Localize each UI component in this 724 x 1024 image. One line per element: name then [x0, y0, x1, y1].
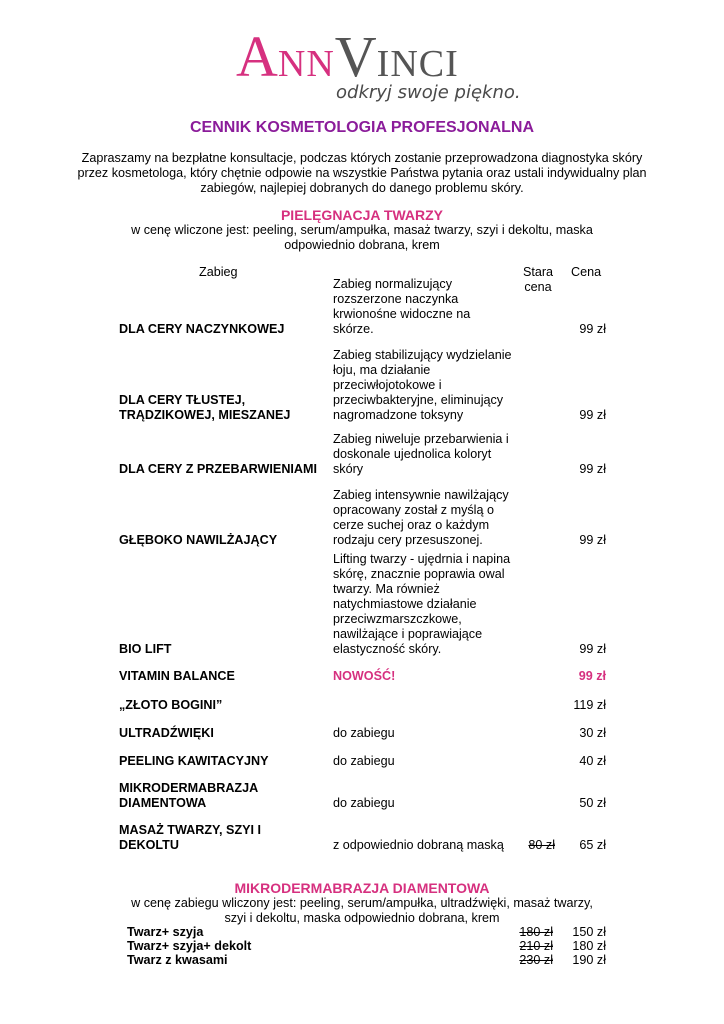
page-title: CENNIK KOSMETOLOGIA PROFESJONALNA — [189, 119, 535, 136]
price: 180 zł — [572, 939, 606, 953]
intro-text: Zapraszamy na bezpłatne konsultacje, podczas których zostanie przeprowadzona diagnostyka skóry przez kosmetologa, który chętnie odpowie na wszystkie Państwa pytania oraz ustali indywidualny plan zabiegów, najlepiej dobranych do danego problemu skóry. — [77, 151, 647, 195]
treatment-name: MASAŻ TWARZY, SZYI I DEKOLTU — [119, 823, 262, 852]
table-row — [0, 726, 724, 741]
section-subtitle-microdermabrasion: w cenę zabiegu wliczony jest: peeling, serum/ampułka, ultradźwięki, masaż twarzy, szyi i dekoltu, maska odpowiednio dobrana, krem — [131, 896, 593, 925]
table-row — [0, 552, 724, 657]
treatment-description: NOWOŚĆ! — [333, 669, 396, 683]
section-title-face-care: PIELĘGNACJA TWARZY — [280, 207, 444, 223]
table-row — [0, 698, 724, 713]
treatment-description: Zabieg intensywnie nawilżający opracowany został z myślą o cerze suchej oraz o każdym rodzaju cery przesuszonej. — [333, 488, 509, 547]
treatment-description: Lifting twarzy - ujędrnia i napina skórę, znacznie poprawia owal twarzy. Ma również natychmiastowe działanie przeciwzmarszczkowe, nawilżające i poprawiające elastyczność skóry. — [333, 552, 511, 656]
treatment-description: Zabieg niweluje przebarwienia i doskonale ujednolica koloryt skóry — [333, 432, 509, 476]
treatment-name: VITAMIN BALANCE — [119, 669, 235, 683]
treatment-name: ULTRADŹWIĘKI — [119, 726, 214, 740]
price: 99 zł — [578, 669, 606, 683]
treatment-name: Twarz+ szyja — [127, 925, 204, 939]
table-row — [0, 432, 724, 477]
treatment-description: z odpowiednio dobraną maską — [333, 838, 504, 852]
old-price: 180 zł — [519, 925, 553, 939]
treatment-name: Twarz z kwasami — [127, 953, 228, 967]
treatment-name: MIKRODERMABRAZJA DIAMENTOWA — [119, 781, 258, 810]
treatment-description: do zabiegu — [333, 796, 395, 810]
treatment-name: DLA CERY NACZYNKOWEJ — [119, 322, 285, 336]
price: 99 zł — [579, 408, 606, 422]
treatment-description: Zabieg normalizujący rozszerzone naczynka krwionośne widoczne na skórze. — [333, 277, 471, 336]
column-header-treatment: Zabieg — [199, 265, 238, 279]
treatment-name: „ZŁOTO BOGINI” — [119, 698, 223, 712]
price: 65 zł — [579, 838, 606, 852]
treatment-description: do zabiegu — [333, 726, 395, 740]
price: 150 zł — [572, 925, 606, 939]
treatment-description: do zabiegu — [333, 754, 395, 768]
table-row — [0, 669, 724, 684]
price: 40 zł — [579, 754, 606, 768]
price: 50 zł — [579, 796, 606, 810]
old-price: 210 zł — [519, 939, 553, 953]
treatment-name: GŁĘBOKO NAWILŻAJĄCY — [119, 533, 278, 547]
price: 99 zł — [579, 533, 606, 547]
table-row — [0, 781, 724, 811]
price: 30 zł — [579, 726, 606, 740]
column-header-old-price: Stara cena — [522, 265, 554, 294]
treatment-name: DLA CERY TŁUSTEJ, TRĄDZIKOWEJ, MIESZANEJ — [119, 393, 291, 422]
treatment-description: Zabieg stabilizujący wydzielanie łoju, ma działanie przeciwłojotokowe i przeciwbakteryjne, eliminujący nagromadzone toksyny — [333, 348, 512, 422]
list-item — [0, 925, 724, 939]
price: 99 zł — [579, 642, 606, 656]
logo-wordmark: ANNVINCI — [236, 24, 459, 89]
table-row — [0, 823, 724, 853]
section-title-microdermabrasion: MIKRODERMABRAZJA DIAMENTOWA — [234, 880, 490, 896]
section-subtitle-face-care: w cenę wliczone jest: peeling, serum/ampułka, masaż twarzy, szyi i dekoltu, maska odpowiednio dobrana, krem — [131, 223, 593, 252]
annvinci-logo — [236, 24, 521, 108]
old-price: 80 zł — [528, 838, 555, 852]
table-row — [0, 754, 724, 769]
table-row — [0, 348, 724, 423]
logo-tagline: odkryj swoje piękno. — [336, 82, 521, 103]
price: 119 zł — [573, 698, 606, 712]
treatment-name: PEELING KAWITACYJNY — [119, 754, 269, 768]
table-row — [0, 488, 724, 548]
price: 190 zł — [572, 953, 606, 967]
list-item — [0, 939, 724, 953]
treatment-name: Twarz+ szyja+ dekolt — [127, 939, 252, 953]
price: 99 zł — [579, 322, 606, 336]
column-header-price: Cena — [571, 265, 602, 279]
old-price: 230 zł — [519, 953, 553, 967]
price: 99 zł — [579, 462, 606, 476]
treatment-name: DLA CERY Z PRZEBARWIENIAMI — [119, 462, 318, 476]
list-item — [0, 953, 724, 967]
treatment-name: BIO LIFT — [119, 642, 172, 656]
